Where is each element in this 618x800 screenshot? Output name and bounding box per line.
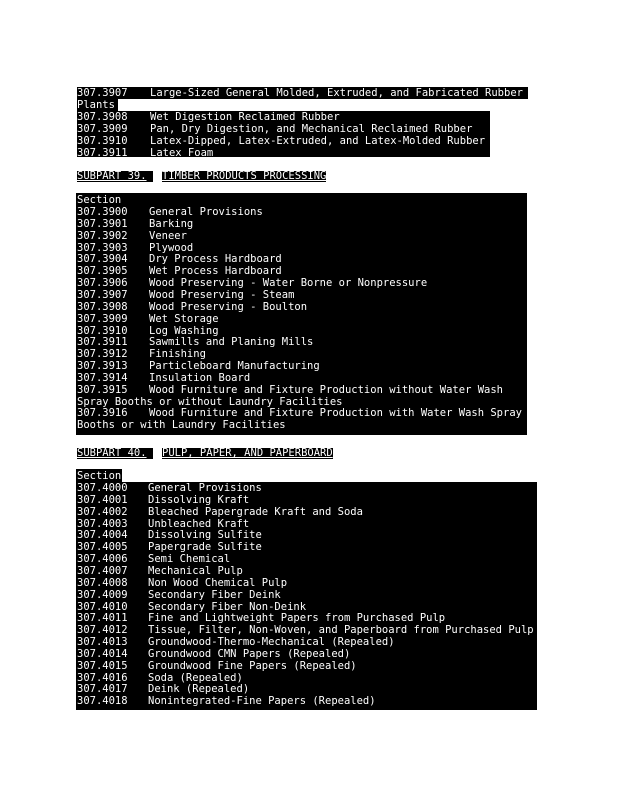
- section-number: 307.3913: [77, 360, 128, 373]
- section-title: Wood Furniture and Fixture Production with Water Wash Spray: [149, 407, 522, 420]
- section-title: Pan, Dry Digestion, and Mechanical Reclaimed Rubber: [150, 123, 473, 135]
- section-title: Veneer: [149, 229, 187, 242]
- section-number: 307.3903: [77, 241, 128, 254]
- section-title: Dry Process Hardboard: [149, 253, 282, 266]
- section-number: 307.3900: [77, 206, 128, 218]
- section-title: Mechanical Pulp: [148, 564, 243, 577]
- section-title: Dissolving Sulfite: [148, 529, 262, 542]
- section-number: 307.4008: [77, 576, 128, 589]
- section-title: Sawmills and Planing Mills: [149, 336, 314, 349]
- section-title: Secondary Fiber Non-Deink: [148, 600, 307, 613]
- section-title: Plywood: [149, 241, 194, 254]
- section-title: Spray Booths or without Laundry Facilities: [77, 395, 343, 408]
- section-title: Groundwood-Thermo-Mechanical (Repealed): [148, 636, 395, 649]
- section-number: 307.4016: [77, 671, 128, 684]
- section-title: Latex-Dipped, Latex-Extruded, and Latex-Molded Rubber: [150, 135, 486, 147]
- section-title: Wood Preserving - Water Borne or Nonpressure: [149, 277, 428, 290]
- section-title: General Provisions: [148, 482, 262, 494]
- subpart-40-label: SUBPART 40.: [77, 448, 153, 459]
- section-title: Non Wood Chemical Pulp: [148, 576, 288, 589]
- section-title: Insulation Board: [149, 371, 251, 384]
- section-title: Finishing: [149, 348, 206, 361]
- section-number: 307.3905: [77, 265, 128, 278]
- subpart-39-title: TIMBER PRODUCTS PROCESSING: [162, 170, 327, 182]
- subpart-39-label: SUBPART 39.: [77, 171, 153, 182]
- section-title: Nonintegrated-Fine Papers (Repealed): [148, 695, 376, 708]
- section-title: Deink (Repealed): [148, 683, 250, 696]
- section-number: 307.4014: [77, 647, 128, 660]
- section-title: Log Washing: [149, 324, 219, 337]
- section-number: 307.3904: [77, 253, 128, 266]
- section-number: 307.4018: [77, 695, 128, 708]
- section-number: 307.4010: [77, 600, 128, 613]
- subpart-39-section-header: Section: [77, 194, 122, 206]
- section-title: Soda (Repealed): [148, 671, 243, 684]
- section-number: 307.4012: [77, 624, 128, 637]
- section-number: 307.3911: [77, 147, 128, 159]
- section-number: 307.4002: [77, 505, 128, 518]
- section-title: Papergrade Sulfite: [148, 541, 262, 554]
- section-title: Wood Preserving - Steam: [149, 288, 295, 301]
- section-title: Unbleached Kraft: [148, 517, 250, 530]
- section-number: 307.3914: [77, 371, 128, 384]
- section-number: 307.4006: [77, 553, 128, 566]
- section-number: 307.4011: [77, 612, 128, 625]
- section-title: Barking: [149, 217, 194, 230]
- section-number: 307.4003: [77, 517, 128, 530]
- section-title: Secondary Fiber Deink: [148, 588, 281, 601]
- section-title: General Provisions: [149, 206, 263, 218]
- section-title: Tissue, Filter, Non-Woven, and Paperboard from Purchased Pulp: [148, 624, 534, 637]
- section-title: Wood Furniture and Fixture Production without Water Wash: [149, 383, 504, 396]
- section-number: 307.3907: [77, 288, 128, 301]
- section-title: Groundwood CMN Papers (Repealed): [148, 647, 351, 660]
- subpart-40-section-header: Section: [77, 470, 122, 482]
- section-title: Booths or with Laundry Facilities: [77, 419, 286, 432]
- section-number: 307.4013: [77, 636, 128, 649]
- section-title: Wet Digestion Reclaimed Rubber: [150, 111, 340, 123]
- section-number: 307.3915: [77, 383, 128, 396]
- section-title: Wet Storage: [149, 312, 219, 325]
- section-number: 307.4005: [77, 541, 128, 554]
- section-number: 307.3909: [77, 123, 128, 135]
- section-number: 307.4000: [77, 482, 128, 494]
- section-number: 307.3911: [77, 336, 128, 349]
- section-number: 307.3909: [77, 312, 128, 325]
- section-title: Fine and Lightweight Papers from Purchased Pulp: [148, 612, 446, 625]
- section-title: Wet Process Hardboard: [149, 265, 282, 278]
- section-number: 307.4007: [77, 564, 128, 577]
- section-title: Plants: [77, 99, 115, 111]
- subpart-40-title: PULP, PAPER, AND PAPERBOARD: [162, 447, 333, 459]
- section-number: 307.3910: [77, 324, 128, 337]
- section-title: Bleached Papergrade Kraft and Soda: [148, 505, 363, 518]
- section-number: 307.3902: [77, 229, 128, 242]
- section-number: 307.4017: [77, 683, 128, 696]
- section-title: Large-Sized General Molded, Extruded, and Fabricated Rubber: [150, 87, 523, 99]
- section-number: 307.4009: [77, 588, 128, 601]
- section-number: 307.3912: [77, 348, 128, 361]
- section-number: 307.3906: [77, 277, 128, 290]
- section-title: Semi Chemical: [148, 553, 231, 566]
- section-number: 307.3916: [77, 407, 128, 420]
- section-number: 307.3901: [77, 217, 128, 230]
- section-title: Dissolving Kraft: [148, 493, 250, 506]
- section-title: Groundwood Fine Papers (Repealed): [148, 659, 357, 672]
- section-number: 307.4001: [77, 493, 128, 506]
- section-number: 307.4004: [77, 529, 128, 542]
- section-number: 307.3908: [77, 111, 128, 123]
- section-number: 307.3908: [77, 300, 128, 313]
- section-title: Particleboard Manufacturing: [149, 360, 320, 373]
- section-number: 307.3907: [77, 87, 128, 99]
- section-number: 307.3910: [77, 135, 128, 147]
- section-title: Latex Foam: [150, 147, 214, 159]
- section-number: 307.4015: [77, 659, 128, 672]
- section-title: Wood Preserving - Boulton: [149, 300, 308, 313]
